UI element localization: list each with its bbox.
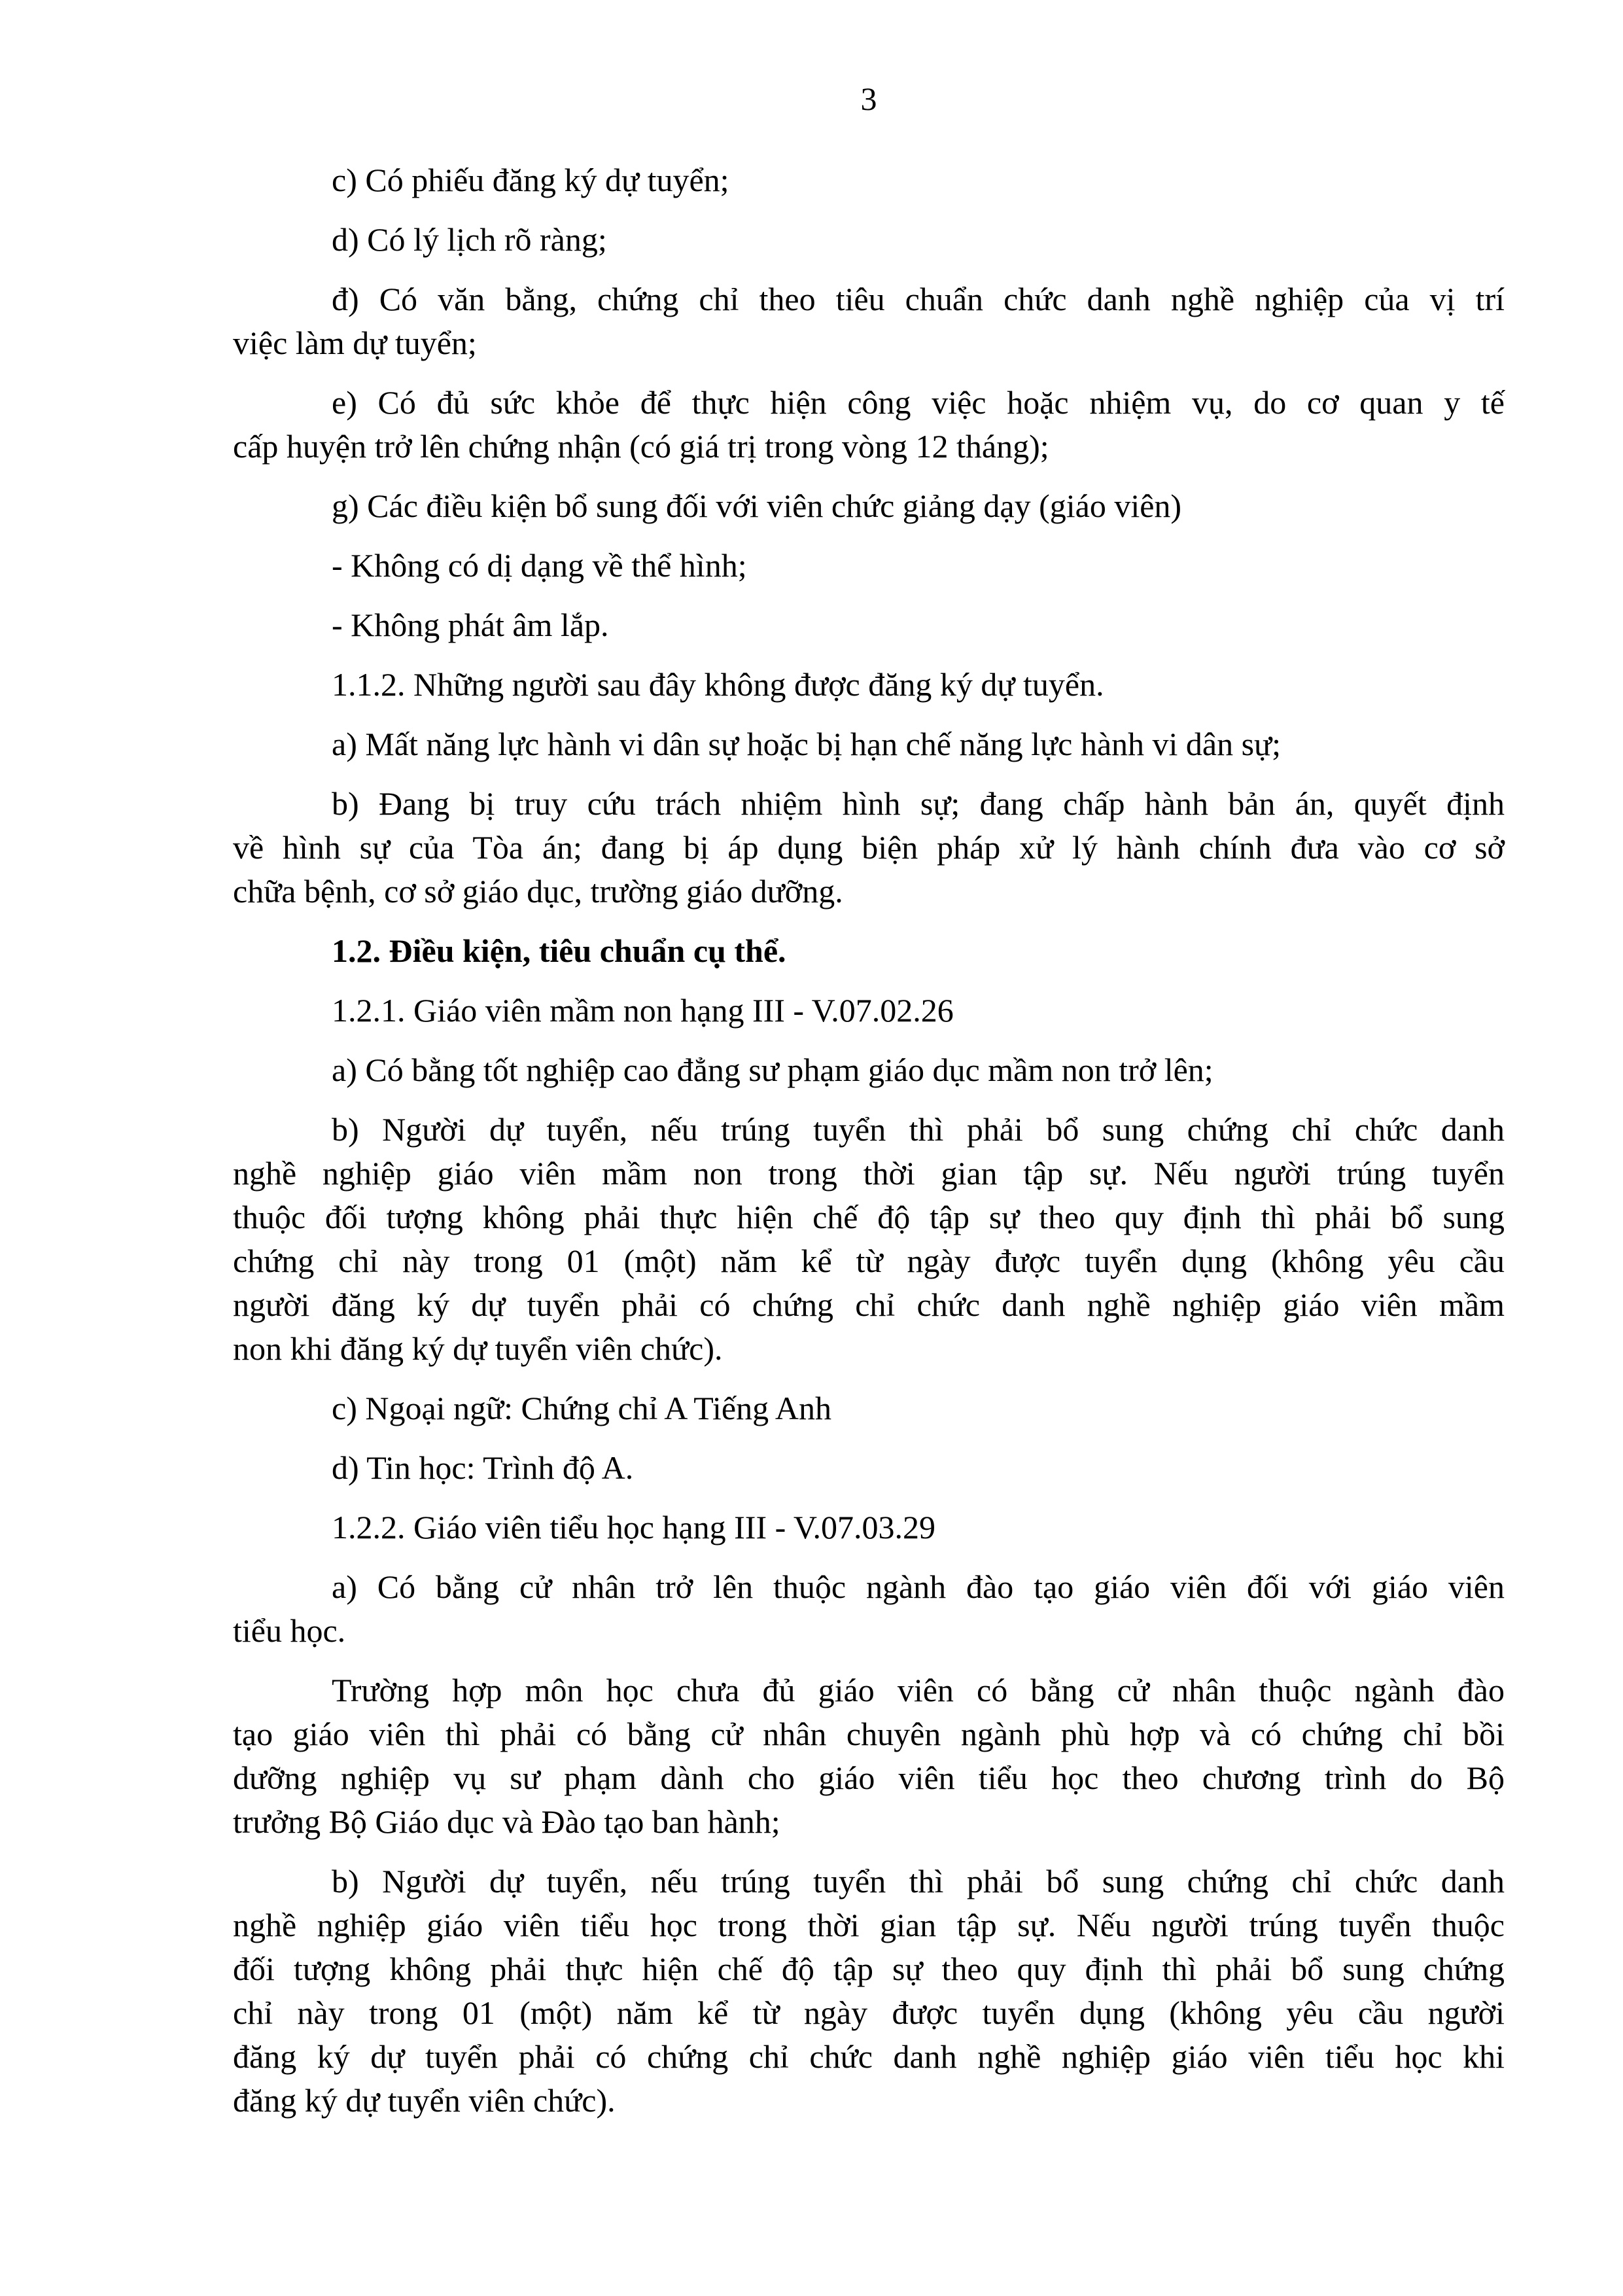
paragraph <box>233 218 1505 262</box>
paragraph <box>233 1506 1505 1549</box>
paragraph-line: đăng ký dự tuyển phải có chứng chỉ chức danh nghề nghiệp giáo viên tiểu học khi <box>233 2038 1505 2075</box>
paragraph-line: a) Mất năng lực hành vi dân sự hoặc bị hạn chế năng lực hành vi dân sự; <box>332 726 1282 762</box>
paragraph-line: chỉ này trong 01 (một) năm kể từ ngày được tuyển dụng (không yêu cầu người <box>233 1994 1505 2031</box>
paragraph-line: d) Tin học: Trình độ A. <box>332 1449 634 1486</box>
paragraph <box>233 158 1505 202</box>
paragraph-line: đ) Có văn bằng, chứng chỉ theo tiêu chuẩn chức danh nghề nghiệp của vị trí <box>332 281 1505 317</box>
paragraph-line: chữa bệnh, cơ sở giáo dục, trường giáo dưỡng. <box>233 873 843 910</box>
paragraph-line: c) Ngoại ngữ: Chứng chỉ A Tiếng Anh <box>332 1390 831 1426</box>
paragraph-line: g) Các điều kiện bổ sung đối với viên chức giảng dạy (giáo viên) <box>332 487 1182 524</box>
paragraph-line: trưởng Bộ Giáo dục và Đào tạo ban hành; <box>233 1803 780 1840</box>
paragraph <box>233 381 1505 468</box>
paragraph-line: 1.2. Điều kiện, tiêu chuẩn cụ thể. <box>332 932 786 969</box>
paragraph-line: người đăng ký dự tuyển phải có chứng chỉ chức danh nghề nghiệp giáo viên mầm <box>233 1286 1505 1323</box>
paragraph-line: nghề nghiệp giáo viên mầm non trong thời gian tập sự. Nếu người trúng tuyển <box>233 1155 1505 1192</box>
paragraph-line: Trường hợp môn học chưa đủ giáo viên có bằng cử nhân thuộc ngành đào <box>332 1672 1505 1708</box>
paragraph-line: về hình sự của Tòa án; đang bị áp dụng biện pháp xử lý hành chính đưa vào cơ sở <box>233 829 1505 866</box>
paragraph <box>233 603 1505 647</box>
paragraph-line: 1.1.2. Những người sau đây không được đăng ký dự tuyển. <box>332 666 1104 703</box>
paragraph <box>233 1669 1505 1844</box>
paragraph-line: - Không phát âm lắp. <box>332 607 609 643</box>
paragraph <box>233 1860 1505 2123</box>
paragraph-line: 1.2.2. Giáo viên tiểu học hạng III - V.07.03.29 <box>332 1509 935 1545</box>
paragraph <box>233 277 1505 365</box>
paragraph-line: b) Người dự tuyển, nếu trúng tuyển thì phải bổ sung chứng chỉ chức danh <box>332 1111 1505 1148</box>
paragraph <box>233 1446 1505 1490</box>
paragraph-line: đối tượng không phải thực hiện chế độ tập sự theo quy định thì phải bổ sung chứng <box>233 1951 1505 1987</box>
paragraph <box>233 989 1505 1033</box>
paragraph-line: b) Đang bị truy cứu trách nhiệm hình sự; đang chấp hành bản án, quyết định <box>332 785 1505 822</box>
paragraph-line: a) Có bằng tốt nghiệp cao đẳng sư phạm giáo dục mầm non trở lên; <box>332 1051 1213 1088</box>
paragraph <box>233 1108 1505 1371</box>
paragraph-line: thuộc đối tượng không phải thực hiện chế độ tập sự theo quy định thì phải bổ sung <box>233 1199 1505 1235</box>
paragraph <box>233 663 1505 707</box>
paragraph-line: việc làm dự tuyển; <box>233 325 477 361</box>
paragraph-line: b) Người dự tuyển, nếu trúng tuyển thì phải bổ sung chứng chỉ chức danh <box>332 1863 1505 1899</box>
paragraph-line: cấp huyện trở lên chứng nhận (có giá trị trong vòng 12 tháng); <box>233 428 1049 465</box>
paragraph-line: đăng ký dự tuyển viên chức). <box>233 2082 616 2119</box>
paragraph <box>233 722 1505 766</box>
paragraph-line: c) Có phiếu đăng ký dự tuyển; <box>332 162 729 198</box>
paragraph-line: nghề nghiệp giáo viên tiểu học trong thời gian tập sự. Nếu người trúng tuyển thuộc <box>233 1907 1505 1943</box>
section-heading <box>233 929 1505 973</box>
paragraph-line: non khi đăng ký dự tuyển viên chức). <box>233 1330 723 1367</box>
paragraph-line: dưỡng nghiệp vụ sư phạm dành cho giáo viên tiểu học theo chương trình do Bộ <box>233 1759 1505 1796</box>
page-number: 3 <box>860 80 877 117</box>
paragraph-line: e) Có đủ sức khỏe để thực hiện công việc hoặc nhiệm vụ, do cơ quan y tế <box>332 384 1505 421</box>
paragraph-line: - Không có dị dạng về thể hình; <box>332 547 747 584</box>
paragraph <box>233 544 1505 588</box>
paragraph <box>233 1048 1505 1092</box>
paragraph-line: tiểu học. <box>233 1612 346 1649</box>
paragraph <box>233 484 1505 528</box>
paragraph-line: a) Có bằng cử nhân trở lên thuộc ngành đào tạo giáo viên đối với giáo viên <box>332 1568 1505 1605</box>
paragraph-line: d) Có lý lịch rõ ràng; <box>332 221 607 258</box>
document-body <box>233 158 1505 2138</box>
paragraph <box>233 1565 1505 1653</box>
paragraph <box>233 782 1505 913</box>
paragraph <box>233 1386 1505 1430</box>
paragraph-line: tạo giáo viên thì phải có bằng cử nhân chuyên ngành phù hợp và có chứng chỉ bồi <box>233 1716 1505 1752</box>
paragraph-line: chứng chỉ này trong 01 (một) năm kể từ ngày được tuyển dụng (không yêu cầu <box>233 1243 1505 1279</box>
paragraph-line: 1.2.1. Giáo viên mầm non hạng III - V.07.02.26 <box>332 992 954 1029</box>
